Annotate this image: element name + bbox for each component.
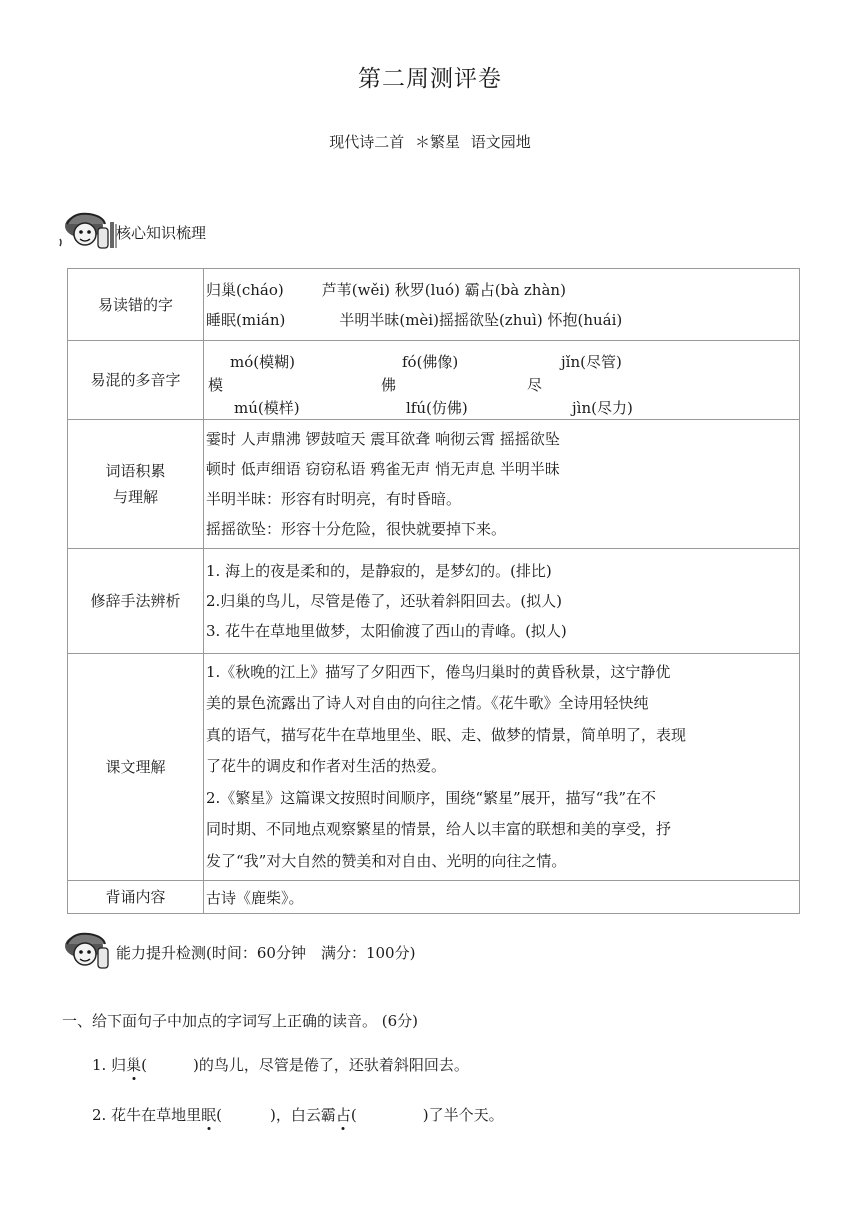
section-heading-test xyxy=(58,930,415,974)
row-label: 易混的多音字 xyxy=(68,341,204,420)
row-content: 古诗《鹿柴》。 xyxy=(204,881,800,914)
dotted-char: 占 xyxy=(335,1106,351,1124)
row-content: 1. 海上的夜是柔和的，是静寂的，是梦幻的。(排比) 2.归巢的鸟儿，尽管是倦了，还驮着斜阳回去。(拟人) 3. 花牛在草地里做梦，太阳偷渡了西山的青峰。(拟人) xyxy=(204,549,800,654)
dotted-char: 巢 xyxy=(126,1056,142,1074)
dotted-char: 眠 xyxy=(201,1106,217,1124)
row-label: 词语积累 与理解 xyxy=(68,420,204,549)
row-content: 1.《秋晚的江上》描写了夕阳西下，倦鸟归巢时的黄昏秋景，这宁静优 美的景色流露出了诗人对自由的向往之情。《花牛歌》全诗用轻快纯 真的语气，描写花牛在草地里坐、眠、走、做梦的情景，简单明了，表现 了花牛的调皮和作者对生活的热爱。 2.《繁星》这篇课文按照时间顺序，围绕“繁星”展开，描写“我”在不 同时期、不同地点观察繁星的情景，给人以丰富的联想和美的享受，抒 发了“我”对大自然的赞美和对自由、光明的向往之情。 xyxy=(204,654,800,881)
section-heading-knowledge xyxy=(58,210,206,254)
question-title: 一、给下面句子中加点的字词写上正确的读音。 (6分) xyxy=(62,1012,419,1030)
row-label: 背诵内容 xyxy=(68,881,204,914)
table-row-vocab xyxy=(68,420,800,549)
table-row-text xyxy=(68,654,800,881)
row-label: 课文理解 xyxy=(68,654,204,881)
section-heading-text: 核心知识梳理 xyxy=(116,223,207,242)
row-label: 修辞手法辨析 xyxy=(68,549,204,654)
row-label: 易读错的字 xyxy=(68,269,204,341)
knowledge-table xyxy=(67,268,800,914)
table-row-misread xyxy=(68,269,800,341)
question-item: 1. 归巢( )的鸟儿，尽管是倦了，还驮着斜阳回去。 xyxy=(92,1056,469,1074)
table-row-recite xyxy=(68,881,800,914)
row-content: 归巢(cháo) 芦苇(wěi) 秋罗(luó) 霸占(bà zhàn) 睡眠(mián) 半明半昧(mèi)摇摇欲坠(zhuì) 怀抱(huái) xyxy=(204,269,800,341)
row-content: mó(模糊) 模 mú(模样) fó(佛像) 佛 lfú(仿佛) jǐn(尽管) 尽 jìn(尽力) xyxy=(204,341,800,420)
page-title: 第二周测评卷 xyxy=(358,66,502,92)
section-heading-text: 能力提升检测(时间：60分钟 满分：100分) xyxy=(116,943,416,962)
table-row-polyphone xyxy=(68,341,800,420)
mascot-icon xyxy=(58,210,120,254)
page-subtitle: 现代诗二首 ＊繁星 语文园地 xyxy=(329,133,531,151)
table-row-rhetoric xyxy=(68,549,800,654)
mascot-icon xyxy=(58,930,120,974)
question-item: 2. 花牛在草地里眠( )，白云霸占( )了半个天。 xyxy=(92,1106,504,1124)
row-content: 霎时 人声鼎沸 锣鼓喧天 震耳欲聋 响彻云霄 摇摇欲坠 顿时 低声细语 窃窃私语 鸦雀无声 悄无声息 半明半昧 半明半昧：形容有时明亮，有时昏暗。 摇摇欲坠：形容十分危险，很快就要掉下来。 xyxy=(204,420,800,549)
